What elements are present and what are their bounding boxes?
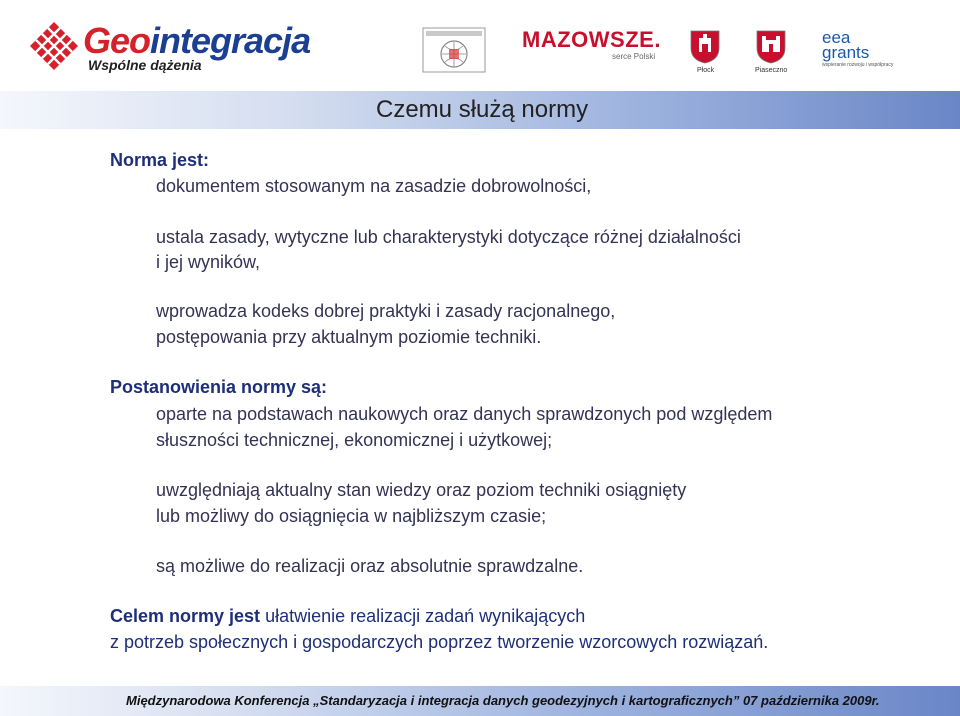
geointegracja-emblem-icon (28, 20, 80, 72)
plock-crest-icon (690, 30, 720, 64)
footer-text: Międzynarodowa Konferencja „Standaryzacja i integracja danych geodezyjnych i kartograficznych” 07 października 2009r. (126, 693, 880, 708)
section1-item: i jej wyników, (156, 252, 261, 272)
eea-grants-logo (822, 30, 869, 60)
section2-item: oparte na podstawach naukowych oraz danych sprawdzonych pod względem (156, 404, 773, 424)
section1-item: ustala zasady, wytyczne lub charakterystyki dotyczące różnej działalności (156, 227, 741, 247)
eea-line2: grants (822, 43, 870, 62)
gugik-emblem-icon (422, 27, 486, 73)
section1-item: postępowania przy aktualnym poziomie techniki. (156, 327, 542, 347)
slide-title: Czemu służą normy (376, 96, 589, 123)
section1-heading: Norma jest: (110, 150, 210, 170)
section2-item: są możliwe do realizacji oraz absolutnie sprawdzalne. (156, 556, 584, 576)
section3-line1 (110, 606, 585, 627)
logo-subtitle: Wspólne dążenia (88, 57, 202, 73)
section2-item: lub możliwy do osiągnięcia w najbliższym czasie; (156, 506, 547, 526)
crest-label-plock: Płock (697, 67, 715, 74)
section1-item: wprowadza kodeks dobrej praktyki i zasady racjonalnego, (156, 301, 616, 321)
logo-title (83, 20, 310, 62)
eea-tagline: wspieranie rozwoju i współpracy (822, 62, 894, 68)
mazowsze-tagline: serce Polski (612, 52, 656, 61)
piaseczno-crest-icon (756, 30, 786, 64)
section2-heading: Postanowienia normy są: (110, 377, 328, 397)
eea-line1: eea (822, 28, 851, 47)
section3-line2: z potrzeb społecznych i gospodarczych poprzez tworzenie wzorcowych rozwiązań. (110, 632, 769, 652)
logo-title-part2: integracja (150, 20, 311, 61)
mazowsze-logo: MAZOWSZE. (522, 27, 661, 52)
logo-title-part1: Geo (83, 20, 151, 61)
section3-bold: Celem normy jest (110, 606, 261, 626)
section3-rest: ułatwienie realizacji zadań wynikających (260, 606, 586, 626)
section2-item: uwzględniają aktualny stan wiedzy oraz poziom techniki osiągnięty (156, 480, 687, 500)
section1-item: dokumentem stosowanym na zasadzie dobrowolności, (156, 176, 592, 196)
header-logos (0, 0, 960, 90)
section2-item: słuszności technicznej, ekonomicznej i użytkowej; (156, 430, 553, 450)
crest-label-piaseczno: Piaseczno (755, 67, 788, 74)
geointegracja-logo (28, 16, 318, 76)
